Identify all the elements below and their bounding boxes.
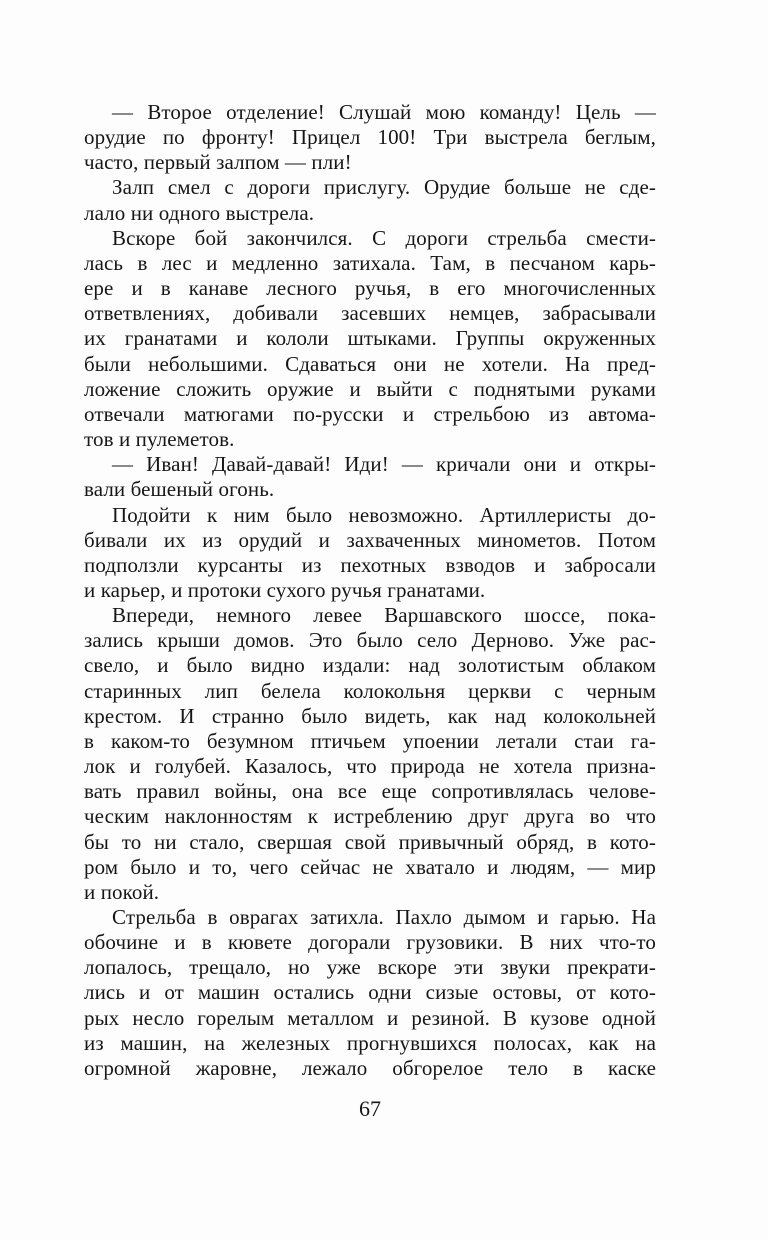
text-line: рых несло горелым металлом и резиной. В кузове одной	[84, 1005, 656, 1030]
text-line: и покой.	[84, 879, 160, 904]
text-line: в каком-то безумном птичьем упоении летали стаи га-	[84, 728, 656, 753]
text-line: ческим наклонностям к истреблению друг друга во что	[84, 804, 656, 829]
text-line: ром было и то, чего сейчас не хватало и людям, — мир	[84, 854, 656, 879]
text-line: свело, и было видно издали: над золотистым облаком	[84, 653, 656, 678]
text-line: крестом. И странно было видеть, как над колокольней	[84, 703, 656, 728]
text-line: Залп смел с дороги прислугу. Орудие больше не сде-	[112, 175, 656, 200]
text-line: лась в лес и медленно затихала. Там, в песчаном карь-	[84, 250, 656, 275]
text-line: их гранатами и кололи штыками. Группы окруженных	[84, 326, 656, 351]
text-line: лало ни одного выстрела.	[84, 200, 315, 225]
page-number: 67	[359, 1096, 381, 1122]
text-line: ложение сложить оружие и выйти с поднятыми руками	[84, 376, 656, 401]
text-line: зались крыши домов. Это было село Дерново. Уже рас-	[84, 628, 656, 653]
text-line: — Второе отделение! Слушай мою команду! Цель —	[112, 100, 656, 124]
text-line: из машин, на железных прогнувшихся полосах, как на	[84, 1030, 656, 1055]
text-line: орудие по фронту! Прицел 100! Три выстрела беглым,	[84, 125, 656, 150]
paragraph	[84, 452, 656, 502]
paragraph	[84, 905, 656, 1081]
text-line: ере и в канаве лесного ручья, в его многочисленных	[84, 276, 656, 301]
text-line: ответвлениях, добивали засевших немцев, забрасывали	[84, 301, 656, 326]
text-line: отвечали матюгами по-русски и стрельбою из автома-	[84, 401, 656, 426]
text-line: подползли курсанты из пехотных взводов и забросали	[84, 552, 656, 577]
text-line: бивали их из орудий и захваченных минометов. Потом	[84, 527, 656, 552]
paragraph	[84, 175, 656, 225]
text-line: обочине и в кювете догорали грузовики. В них что-то	[84, 930, 656, 955]
text-line: — Иван! Давай-давай! Иди! — кричали они и откры-	[112, 452, 656, 477]
text-line: старинных лип белела колокольня церкви с черным	[84, 678, 656, 703]
text-line: Вскоре бой закончился. С дороги стрельба смести-	[112, 225, 656, 250]
paragraph	[84, 603, 656, 905]
text-line: Подойти к ним было невозможно. Артиллеристы до-	[112, 502, 656, 527]
text-line: лись и от машин остались одни сизые остовы, от кото-	[84, 980, 656, 1005]
text-line: тов и пулеметов.	[84, 427, 235, 452]
paragraph	[84, 503, 656, 604]
text-line: Стрельба в оврагах затихла. Пахло дымом и гарью. На	[112, 905, 656, 929]
text-line: Впереди, немного левее Варшавского шоссе, пока-	[112, 603, 656, 628]
text-line: лок и голубей. Казалось, что природа не хотела призна-	[84, 754, 656, 779]
text-line: были небольшими. Сдаваться они не хотели. На пред-	[84, 351, 656, 376]
text-line: бы то ни стало, свершая свой привычный обряд, в кото-	[84, 829, 656, 854]
text-line: и карьер, и протоки сухого ручья гранатами.	[84, 577, 486, 602]
text-line: вали бешеный огонь.	[84, 477, 275, 502]
text-line: лопалось, трещало, но уже вскоре эти звуки прекрати-	[84, 955, 656, 980]
body-text	[84, 100, 656, 1122]
text-line: часто, первый залпом — пли!	[84, 150, 352, 175]
text-line: огромной жаровне, лежало обгорелое тело в каске	[84, 1055, 656, 1080]
paragraph	[84, 226, 656, 452]
paragraph	[84, 100, 656, 175]
text-line: вать правил войны, она все еще сопротивлялась челове-	[84, 779, 656, 804]
